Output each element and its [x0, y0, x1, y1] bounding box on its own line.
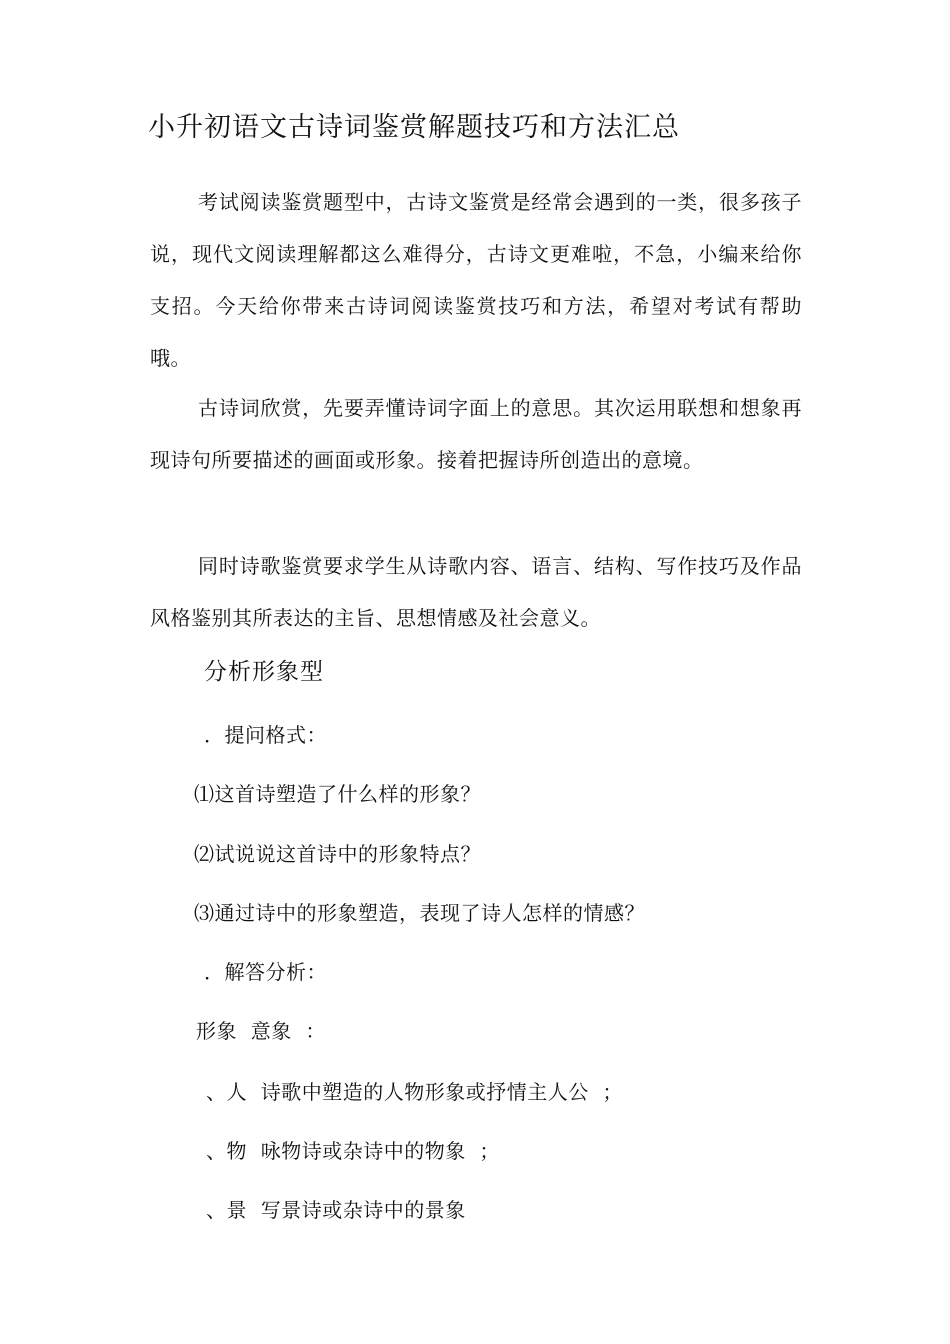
- question-item: ⑶通过诗中的形象塑造，表现了诗人怎样的情感？: [194, 901, 645, 925]
- question-item: ⑴这首诗塑造了什么样的形象？: [194, 782, 481, 806]
- image-concept-label: 形象 意象 ：: [196, 1019, 326, 1043]
- requirements-paragraph: 同时诗歌鉴赏要求学生从诗歌内容、语言、结构、写作技巧及作品风格鉴别其所表达的主旨、思想情感及社会意义。: [150, 554, 802, 630]
- answer-analysis-label: ．解答分析：: [204, 960, 327, 984]
- intro-paragraph: 考试阅读鉴赏题型中，古诗文鉴赏是经常会遇到的一类，很多孩子说，现代文阅读理解都这么难得分，古诗文更难啦，不急，小编来给你支招。今天给你带来古诗词阅读鉴赏技巧和方法，希望对考试有帮助哦。: [150, 190, 802, 370]
- appreciation-paragraph: 古诗词欣赏，先要弄懂诗词字面上的意思。其次运用联想和想象再现诗句所要描述的画面或形象。接着把握诗所创造出的意境。: [150, 396, 802, 472]
- image-type-item: 、物 咏物诗或杂诗中的物象 ；: [206, 1139, 500, 1163]
- section-heading: 分析形象型: [204, 659, 324, 685]
- question-format-label: ．提问格式：: [204, 723, 327, 747]
- image-type-item: 、景 写景诗或杂诗中的景象: [206, 1198, 466, 1222]
- question-item: ⑵试说说这首诗中的形象特点？: [194, 842, 481, 866]
- image-type-item: 、人 诗歌中塑造的人物形象或抒情主人公 ；: [206, 1080, 623, 1104]
- document-title: 小升初语文古诗词鉴赏解题技巧和方法汇总: [148, 112, 680, 143]
